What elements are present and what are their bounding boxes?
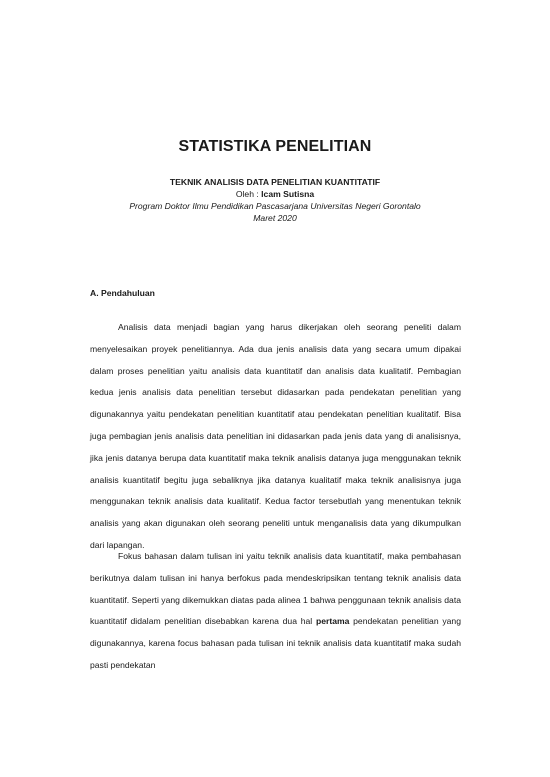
author-name: Icam Sutisna xyxy=(261,189,315,199)
paragraph-2 xyxy=(90,546,461,677)
author-line xyxy=(0,188,550,200)
paragraph-2-part-1: Fokus bahasan dalam tulisan ini yaitu teknik analisis data kuantitatif, maka pembahasan berikutnya dalam tulisan ini hanya berfokus pada mendeskripsikan tentang teknik analisis data kuantitatif. Seperti yang dikemukkan diatas pada alinea 1 bahwa penggunaan teknik analisis data kuantitatif didalam penelitian disebabkan karena dua hal xyxy=(90,551,461,627)
paragraph-1: Analisis data menjadi bagian yang harus dikerjakan oleh seorang peneliti dalam menyelesaikan proyek penelitiannya. Ada dua jenis analisis data yang secara umum dipakai dalam proses penelitian yaitu analisis data kuantitatif dan analisis data kualitatif. Pembagian kedua jenis analisis data penelitian tersebut didasarkan pada pendekatan penelitian yang digunakannya yaitu pendekatan penelitian kuantitatif atau pendekatan penelitian kualitatif. Bisa juga pembagian jenis analisis data penelitian ini didasarkan pada jenis data yang di analisisnya, jika jenis datanya berupa data kuantitatif maka teknik analisis datanya juga menggunakan teknik analisis kuantitatif begitu juga sebaliknya jika datanya kualitatif maka teknik analisisnya juga menggunakan teknik analisis data kualitatif. Kedua factor tersebutlah yang menentukan teknik analisis yang akan digunakan oleh seorang peneliti untuk menganalisis data yang dikumpulkan dari lapangan. xyxy=(90,322,461,550)
author-prefix: Oleh : xyxy=(235,189,262,199)
document-subtitle: TEKNIK ANALISIS DATA PENELITIAN KUANTITATIF xyxy=(169,177,381,187)
section-heading: A. Pendahuluan xyxy=(90,288,155,298)
paragraph-2-bold: pertama xyxy=(315,616,350,627)
program-line: Program Doktor Ilmu Pendidikan Pascasarjana Universitas Negeri Gorontalo xyxy=(129,201,421,211)
paragraph-2-part-2: pendekatan penelitian yang digunakannya, karena focus bahasan pada tulisan ini teknik analisis data kuantitatif maka sudah pasti pendekatan xyxy=(90,616,461,670)
date-line: Maret 2020 xyxy=(253,213,297,223)
document-title: STATISTIKA PENELITIAN xyxy=(178,138,372,155)
